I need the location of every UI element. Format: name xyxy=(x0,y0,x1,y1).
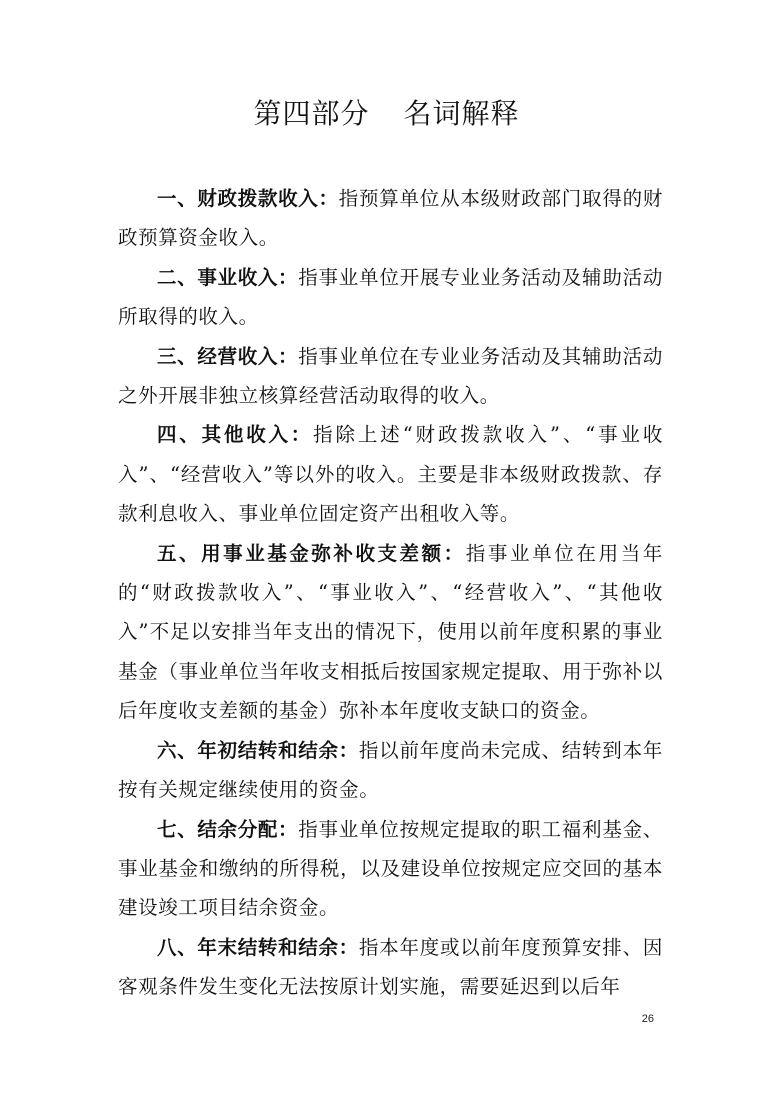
page-title xyxy=(0,92,773,132)
entry-definition: 指事业单位在用当年的“财政拨款收入”、“事业收入”、“经营收入”、“其他收入”不足以安排当年支出的情况下，使用以前年度积累的事业基金（事业单位当年收支相抵后按国家规定提取、用于弥补以后年度收支差额的基金）弥补本年度收支缺口的资金。 xyxy=(118,541,663,723)
entry-term: 二、事业收入： xyxy=(157,265,299,289)
entry-term: 三、经营收入： xyxy=(157,344,299,368)
entry-definition: 指事业单位在专业业务活动及其辅助活动之外开展非独立核算经营活动取得的收入。 xyxy=(118,344,663,408)
glossary-entry xyxy=(118,534,663,731)
page-number: 26 xyxy=(641,1013,654,1025)
glossary-entry xyxy=(118,179,663,258)
entry-term: 八、年末结转和结余： xyxy=(157,935,359,959)
glossary-entry xyxy=(118,258,663,337)
entry-definition: 指事业单位开展专业业务活动及辅助活动所取得的收入。 xyxy=(118,265,663,329)
title-name: 名词解释 xyxy=(403,97,520,130)
glossary-entry xyxy=(118,415,663,533)
entry-term: 一、财政拨款收入： xyxy=(157,187,339,210)
glossary-body xyxy=(118,179,663,1007)
glossary-entry xyxy=(118,337,663,416)
entry-definition: 指本年度或以前年度预算安排、因客观条件发生变化无法按原计划实施，需要延迟到以后年 xyxy=(118,935,663,999)
glossary-entry xyxy=(118,810,663,928)
glossary-entry xyxy=(118,731,663,810)
entry-definition: 指除上述“财政拨款收入”、“事业收入”、“经营收入”等以外的收入。主要是非本级财政拨款、存款利息收入、事业单位固定资产出租收入等。 xyxy=(118,423,663,526)
entry-definition: 指预算单位从本级财政部门取得的财政预算资金收入。 xyxy=(118,187,663,250)
entry-term: 六、年初结转和结余： xyxy=(157,738,359,762)
title-part: 第四部分 xyxy=(253,97,370,130)
glossary-entry xyxy=(118,928,663,1007)
entry-term: 五、用事业基金弥补收支差额： xyxy=(157,541,466,565)
entry-definition: 指以前年度尚未完成、结转到本年按有关规定继续使用的资金。 xyxy=(118,738,663,802)
entry-definition: 指事业单位按规定提取的职工福利基金、事业基金和缴纳的所得税，以及建设单位按规定应交回的基本建设竣工项目结余资金。 xyxy=(118,817,663,920)
entry-term: 七、结余分配： xyxy=(157,817,299,841)
entry-term: 四、其他收入： xyxy=(157,423,314,447)
